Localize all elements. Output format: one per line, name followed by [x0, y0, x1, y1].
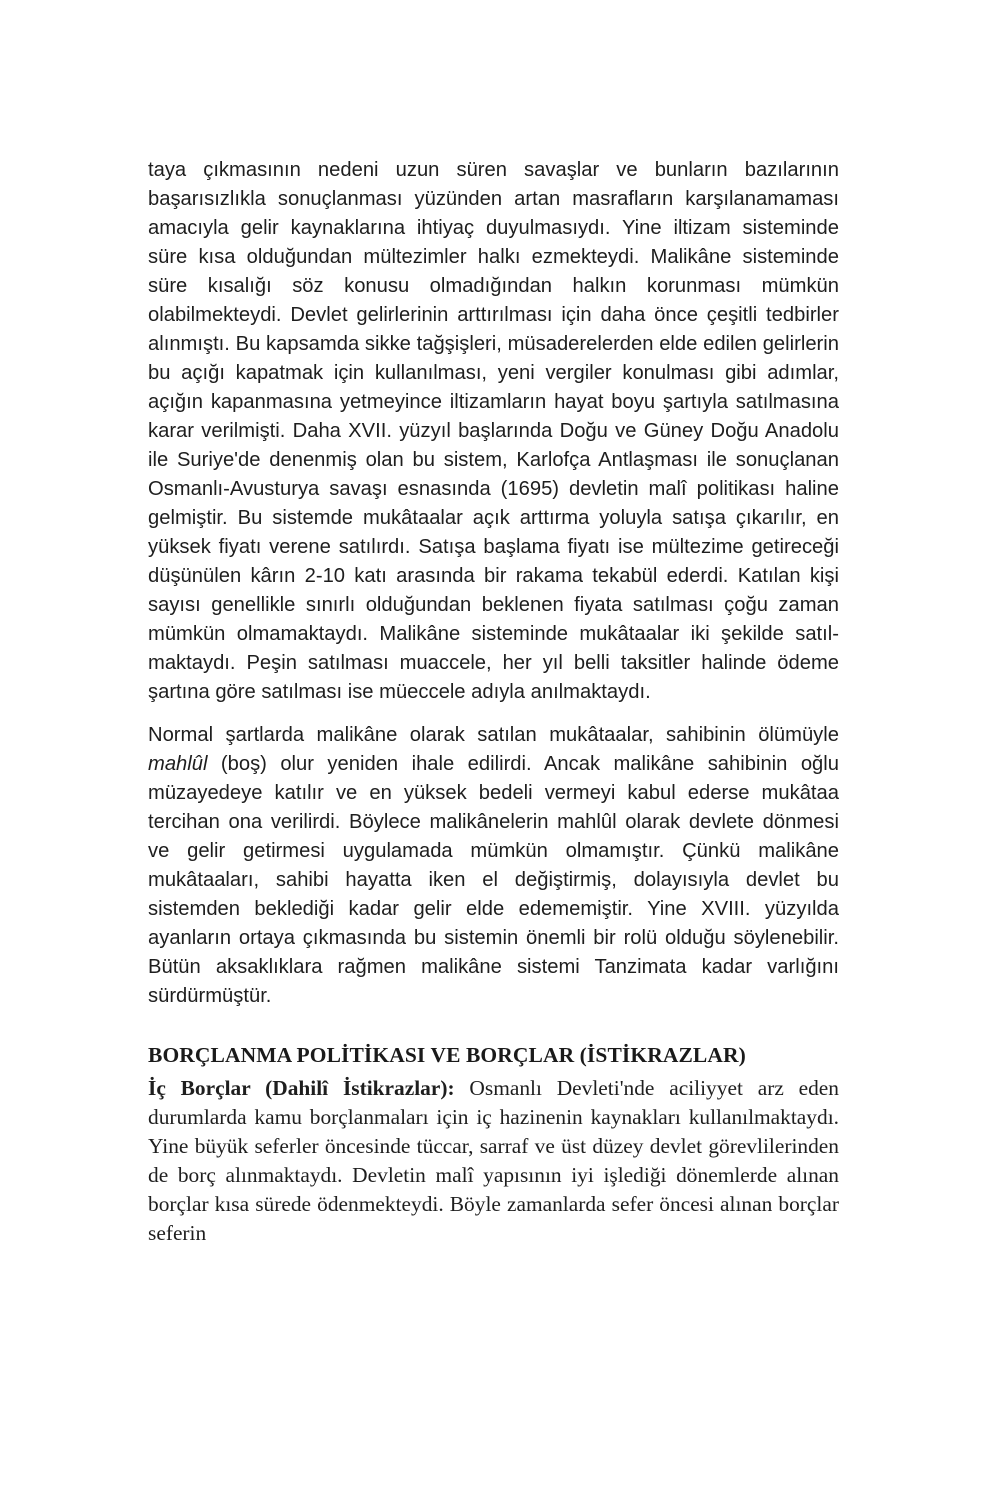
paragraph-text-end: (boş) olur yeniden ihale edilirdi. Ancak malikâne sahibinin oğlu müzayedeye katılır ve en yüksek bedeli vermeyi kabul ederse mukâtaa tercihan ona verilirdi. Böylece malikânelerin mahlûl olarak devlete dönmesi ve gelir getirmesi uygulamada mümkün olmamıştır. Çünkü malikâne mukâtaaları, sahibi hayatta iken el değiştirmiş, dolayısıyla devlet bu sistemden beklediği kadar gelir elde edememiştir. Yine XVIII. yüzyılda ayanların ortaya çıkmasında bu sistemin önemli bir rolü olduğu söylenebilir. Bütün aksaklıklara rağmen malikâne sistemi Tanzimata kadar varlığını sürdürmüştür.	[148, 753, 839, 1007]
paragraph-text: Osmanlı Devleti'nde aciliyyet arz eden durumlarda kamu borçlanmaları için iç hazinenin kaynakları kullanılmaktaydı. Yine büyük seferler öncesinde tüccar, sarraf ve üst düzey devlet görevlilerinden de borç alınmaktaydı. Devletin malî yapısının iyi işlediği dönemlerde alınan borçlar kısa sürede ödenmekteydi. Böyle zamanlarda sefer öncesi alınan borçlar seferin	[148, 1076, 839, 1245]
italic-term: mahlûl	[148, 753, 208, 775]
subsection-label: İç Borçlar (Dahilî İstikrazlar):	[148, 1076, 455, 1100]
paragraph-internal-debts	[148, 1074, 839, 1248]
paragraph-malikane-origins: taya çıkmasının nedeni uzun süren savaşlar ve bunların bazılarının başarısızlıkla sonuçlanması yüzünden artan masrafların karşılanamaması amacıyla gelir kaynaklarına ihtiyaç duyulmasıydı. Yine iltizam sisteminde süre kısa olduğundan mültezimler halkı ezmekteydi. Malikâne sisteminde süre kısalığı söz konusu olmadığından halkın korunması mümkün olabilmekteydi. Devlet gelirlerinin arttırılması için daha önce çeşitli tedbirler alınmıştı. Bu kapsamda sikke tağşişleri, müsaderelerden elde edilen gelirlerin bu açığı kapatmak için kullanılması, yeni vergiler konulması gibi adımlar, açığın kapanmasına yetmeyince iltizamların hayat boyu şartıyla satılmasına karar verilmişti. Daha XVII. yüzyıl başlarında Doğu ve Güney Doğu Anadolu ile Suriye'de denenmiş olan bu sistem, Karlofça Antlaşması ile sonuçlanan Osmanlı-Avusturya savaşı esnasında (1695) devletin malî politikası haline gelmiştir. Bu sistemde mukâtaalar açık arttırma yoluyla satışa çıkarılır, en yüksek fiyatı verene satılırdı. Satışa başlama fiyatı ise mültezime getireceği düşünülen kârın 2-10 katı arasında bir rakama tekabül ederdi. Katılan kişi sayısı genellikle sınırlı olduğundan beklenen fiyata satılması çoğu zaman mümkün olmamaktaydı. Malikâne sisteminde mukâtaalar iki şekilde satılmaktaydı. Peşin satılması muaccele, her yıl belli taksitler halinde ödeme şartına göre satılması ise müeccele adıyla anılmaktaydı.	[148, 159, 839, 703]
page-text-block	[148, 156, 839, 1248]
section-heading: BORÇLANMA POLİTİKASI VE BORÇLAR (İSTİKRAZLAR)	[148, 1043, 746, 1067]
paragraph-text-start: Normal şartlarda malikâne olarak satılan mukâtaalar, sahibinin ölümüyle	[148, 724, 839, 746]
paragraph-malikane-inheritance	[148, 721, 839, 1011]
